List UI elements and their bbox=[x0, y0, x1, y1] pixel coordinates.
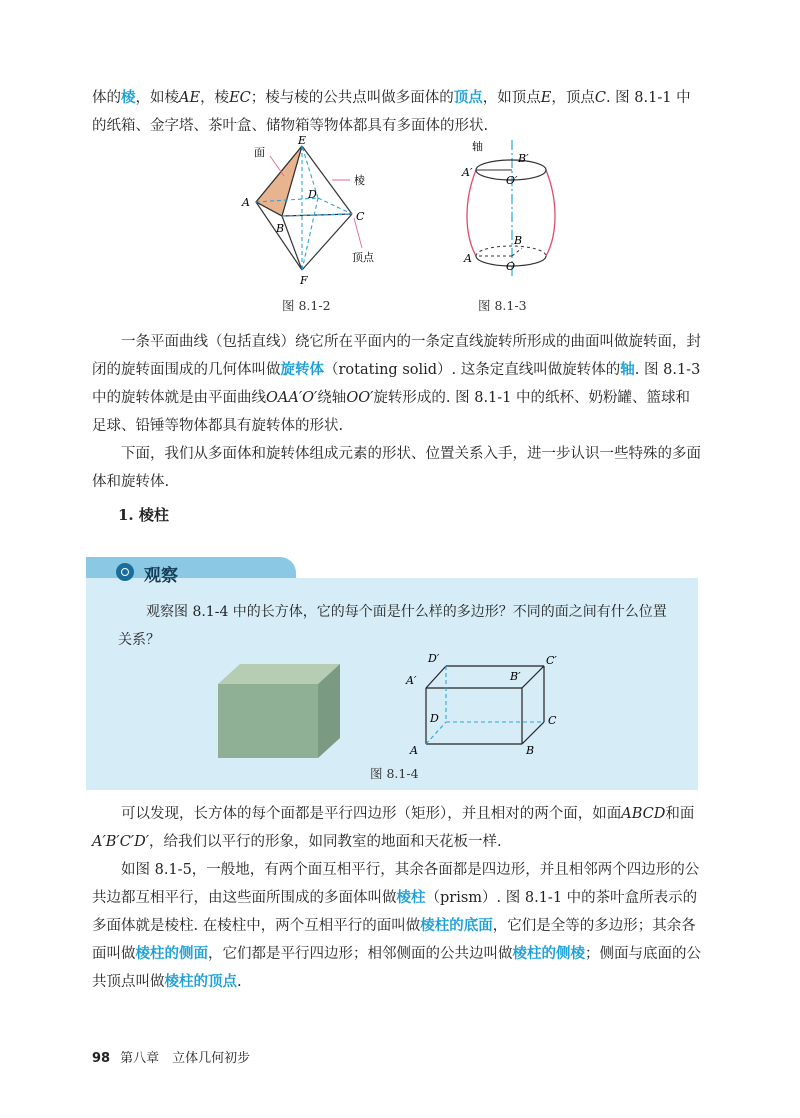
keyword-vertex: 顶点 bbox=[453, 89, 483, 106]
keyword-prism-vertex: 棱柱的顶点 bbox=[164, 973, 237, 990]
figure-rotating-solid bbox=[460, 140, 580, 280]
svg-text:A′: A′ bbox=[462, 166, 473, 179]
observe-icon bbox=[116, 563, 134, 581]
caption-figure-8-1-4: 图 8.1-4 bbox=[370, 766, 419, 781]
paragraph-cuboid-faces: 可以发现，长方体的每个面都是平行四边形（矩形），并且相对的两个面，如面ABCD和面A′B′C′D′，给我们以平行的形象，如同教室的地面和天花板一样. bbox=[92, 806, 695, 850]
svg-text:A′: A′ bbox=[406, 674, 417, 687]
keyword-edge: 棱 bbox=[121, 89, 136, 106]
section-title: 1. 棱柱 bbox=[118, 506, 169, 524]
svg-text:O: O bbox=[506, 260, 516, 273]
svg-text:E: E bbox=[298, 136, 307, 147]
svg-text:B: B bbox=[276, 222, 285, 235]
label-edge: 棱 bbox=[354, 174, 365, 187]
svg-text:A: A bbox=[242, 196, 250, 209]
page-footer bbox=[92, 1047, 250, 1066]
page-number: 98 bbox=[92, 1051, 111, 1066]
keyword-prism-lateral-edge: 棱柱的侧棱 bbox=[512, 945, 585, 962]
observe-text: 观察图 8.1-4 中的长方体，它的每个面是什么样的多边形？不同的面之间有什么位置关系？ bbox=[118, 604, 667, 648]
paragraph-prism-definition: 如图 8.1-5，一般地，有两个面互相平行，其余各面都是四边形，并且相邻两个四边形的公共边都互相平行，由这些面所围成的多面体叫做棱柱（prism）. 图 8.1-1 中的茶叶盒所表示的多面体就是棱柱. 在棱柱中，两个互相平行的面叫做棱柱的底面，它们是全等的多边形；其余各面叫做棱柱的侧面，它们都是平行四边形；相邻侧面的公共边叫做棱柱的侧棱；侧面与底面的公共顶点叫做棱柱的顶点. bbox=[92, 862, 701, 990]
paragraph-intro: 下面，我们从多面体和旋转体组成元素的形状、位置关系入手，进一步认识一些特殊的多面体和旋转体. bbox=[92, 446, 701, 490]
label-vertex: 顶点 bbox=[352, 251, 374, 264]
figure-cuboid-wireframe bbox=[400, 650, 580, 760]
keyword-rotating-solid: 旋转体 bbox=[280, 361, 324, 378]
caption-figure-8-1-3: 图 8.1-3 bbox=[478, 298, 527, 313]
observe-label: 观察 bbox=[144, 566, 178, 586]
svg-text:D′: D′ bbox=[428, 652, 440, 665]
svg-text:D: D bbox=[430, 712, 439, 725]
paragraph-polyhedron-vertex: 体的棱，如棱AE，棱EC；棱与棱的公共点叫做多面体的顶点，如顶点E，顶点C. 图 8.1-1 中的纸箱、金字塔、茶叶盒、储物箱等物体都具有多面体的形状. bbox=[92, 89, 691, 134]
svg-text:B: B bbox=[526, 744, 535, 757]
svg-text:F: F bbox=[300, 274, 308, 286]
svg-text:C′: C′ bbox=[546, 654, 557, 667]
svg-text:C: C bbox=[356, 210, 365, 223]
figure-octahedron bbox=[240, 136, 390, 286]
caption-figure-8-1-2: 图 8.1-2 bbox=[282, 298, 331, 313]
chapter-title: 第八章 立体几何初步 bbox=[120, 1051, 251, 1066]
label-axis: 轴 bbox=[472, 140, 483, 153]
svg-text:C: C bbox=[548, 714, 557, 727]
svg-text:O′: O′ bbox=[506, 174, 518, 187]
keyword-prism: 棱柱 bbox=[396, 889, 426, 906]
svg-text:A: A bbox=[464, 252, 472, 265]
svg-text:B′: B′ bbox=[518, 152, 529, 165]
svg-text:D: D bbox=[308, 188, 317, 201]
svg-text:B′: B′ bbox=[510, 670, 521, 683]
paragraph-rotating-solid: 一条平面曲线（包括直线）绕它所在平面内的一条定直线旋转所形成的曲面叫做旋转面，封闭的旋转面围成的几何体叫做旋转体（rotating solid）. 这条定直线叫做旋转体的轴. 图 8.1-3 中的旋转体就是由平面曲线OAA′O′绕轴OO′旋转形成的. 图 8.1-1 中的纸杯、奶粉罐、篮球和足球、铅锤等物体都具有旋转体的形状. bbox=[92, 334, 701, 434]
keyword-prism-base: 棱柱的底面 bbox=[420, 917, 493, 934]
keyword-axis: 轴 bbox=[620, 361, 635, 378]
keyword-prism-lateral-face: 棱柱的侧面 bbox=[135, 945, 208, 962]
svg-text:A: A bbox=[410, 744, 418, 757]
figure-cuboid-solid bbox=[214, 662, 354, 762]
label-face: 面 bbox=[254, 146, 265, 159]
svg-text:B: B bbox=[514, 234, 523, 247]
